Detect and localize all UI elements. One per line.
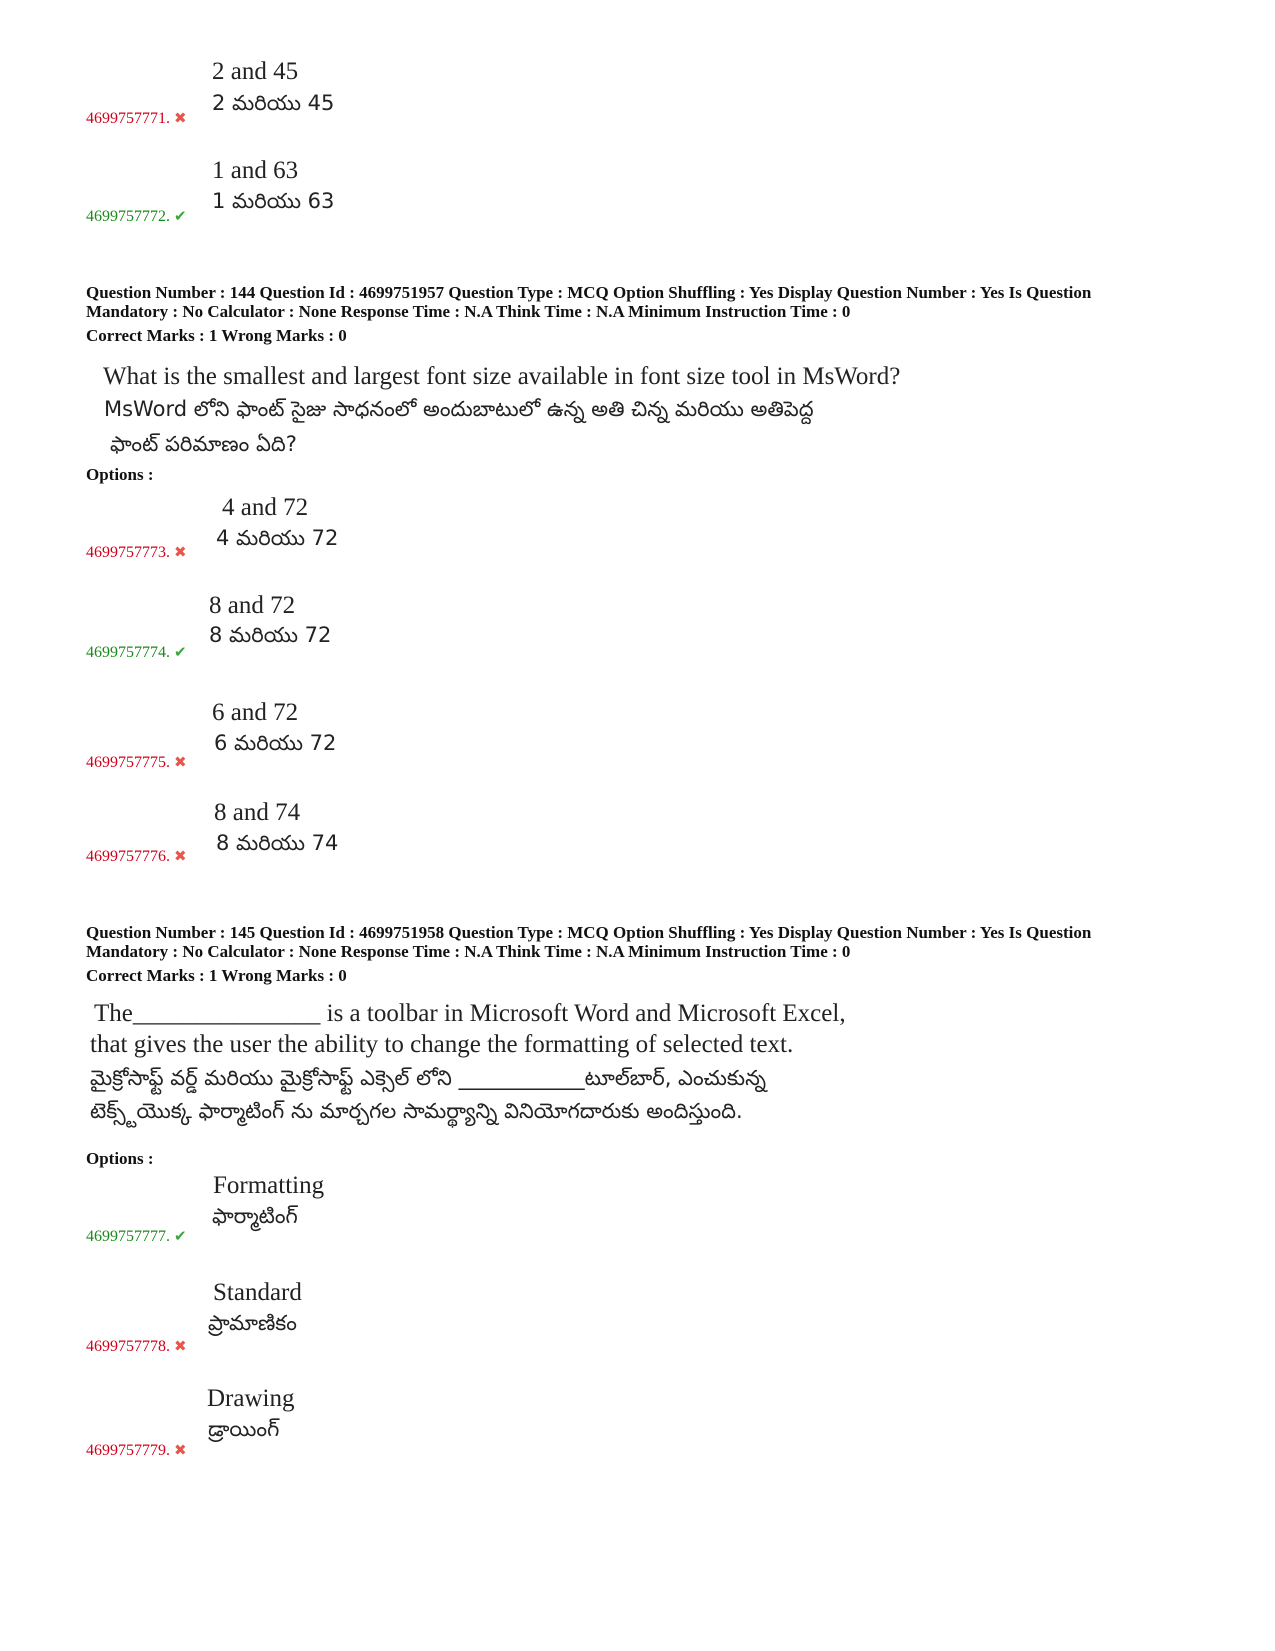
option-text-te: 8 మరియు 74 xyxy=(216,831,339,855)
option-id: 4699757774. ✔ xyxy=(86,643,187,661)
option-text-en: 8 and 74 xyxy=(214,799,301,826)
question-text-te: MsWord లోని ఫాంట్ సైజు సాధనంలో అందుబాటులో ఉన్న అతి చిన్న మరియు అతిపెద్ద xyxy=(104,397,814,421)
question-text-te: ఫాంట్ పరిమాణం ఏది? xyxy=(110,432,297,456)
question-marks: Correct Marks : 1 Wrong Marks : 0 xyxy=(86,966,347,985)
option-text-en: 2 and 45 xyxy=(212,58,299,85)
option-id: 4699757778. ✖ xyxy=(86,1337,187,1355)
question-text-en: that gives the user the ability to change the formatting of selected text. xyxy=(90,1031,794,1058)
options-label: Options : xyxy=(86,465,154,484)
cross-icon: ✖ xyxy=(174,543,187,561)
option-text-en: 4 and 72 xyxy=(222,494,309,521)
cross-icon: ✖ xyxy=(174,847,187,865)
option-text-en: 1 and 63 xyxy=(212,157,299,184)
option-text-te: 1 మరియు 63 xyxy=(212,189,335,213)
options-label: Options : xyxy=(86,1149,154,1168)
question-text-en: What is the smallest and largest font size available in font size tool in MsWord? xyxy=(103,363,901,390)
option-text-en: Standard xyxy=(213,1279,302,1306)
question-meta-line2: Mandatory : No Calculator : None Response Time : N.A Think Time : N.A Minimum Instruction Time : 0 xyxy=(86,942,851,961)
option-id: 4699757771. ✖ xyxy=(86,109,187,127)
check-icon: ✔ xyxy=(174,207,187,225)
question-text-te: మైక్రోసాఫ్ట్ వర్డ్ మరియు మైక్రోసాఫ్ట్ ఎక్సెల్ లోని ____________టూల్‌బార్, ఎంచుకున్న xyxy=(90,1066,767,1090)
option-text-en: 8 and 72 xyxy=(209,592,296,619)
option-text-en: Drawing xyxy=(207,1385,295,1412)
option-text-en: Formatting xyxy=(213,1172,325,1199)
question-meta-line1: Question Number : 145 Question Id : 4699751958 Question Type : MCQ Option Shuffling : Yes Display Question Number : Yes Is Question xyxy=(86,923,1092,942)
option-text-te: 4 మరియు 72 xyxy=(216,526,339,550)
option-id: 4699757775. ✖ xyxy=(86,753,187,771)
option-text-te: డ్రాయింగ్ xyxy=(208,1417,280,1441)
option-id: 4699757776. ✖ xyxy=(86,847,187,865)
check-icon: ✔ xyxy=(174,1227,187,1245)
question-text-te: టెక్స్ట్‌యొక్క ఫార్మాటింగ్ ను మార్చగల సామర్థ్యాన్ని వినియోగదారుకు అందిస్తుంది. xyxy=(90,1099,743,1123)
option-id: 4699757773. ✖ xyxy=(86,543,187,561)
cross-icon: ✖ xyxy=(174,1337,187,1355)
cross-icon: ✖ xyxy=(174,1441,187,1459)
question-meta-line2: Mandatory : No Calculator : None Response Time : N.A Think Time : N.A Minimum Instruction Time : 0 xyxy=(86,302,851,321)
option-id: 4699757772. ✔ xyxy=(86,207,187,225)
option-text-te: ఫార్మాటింగ్ xyxy=(212,1204,298,1228)
question-marks: Correct Marks : 1 Wrong Marks : 0 xyxy=(86,326,347,345)
check-icon: ✔ xyxy=(174,643,187,661)
option-text-te: ప్రామాణికం xyxy=(208,1311,297,1335)
question-meta-line1: Question Number : 144 Question Id : 4699751957 Question Type : MCQ Option Shuffling : Yes Display Question Number : Yes Is Question xyxy=(86,283,1092,302)
option-text-en: 6 and 72 xyxy=(212,699,299,726)
option-text-te: 2 మరియు 45 xyxy=(212,91,335,115)
option-id: 4699757777. ✔ xyxy=(86,1227,187,1245)
question-text-en: The_______________ is a toolbar in Microsoft Word and Microsoft Excel, xyxy=(94,1000,846,1027)
cross-icon: ✖ xyxy=(174,109,187,127)
option-id: 4699757779. ✖ xyxy=(86,1441,187,1459)
option-text-te: 6 మరియు 72 xyxy=(214,731,337,755)
cross-icon: ✖ xyxy=(174,753,187,771)
option-text-te: 8 మరియు 72 xyxy=(209,623,332,647)
